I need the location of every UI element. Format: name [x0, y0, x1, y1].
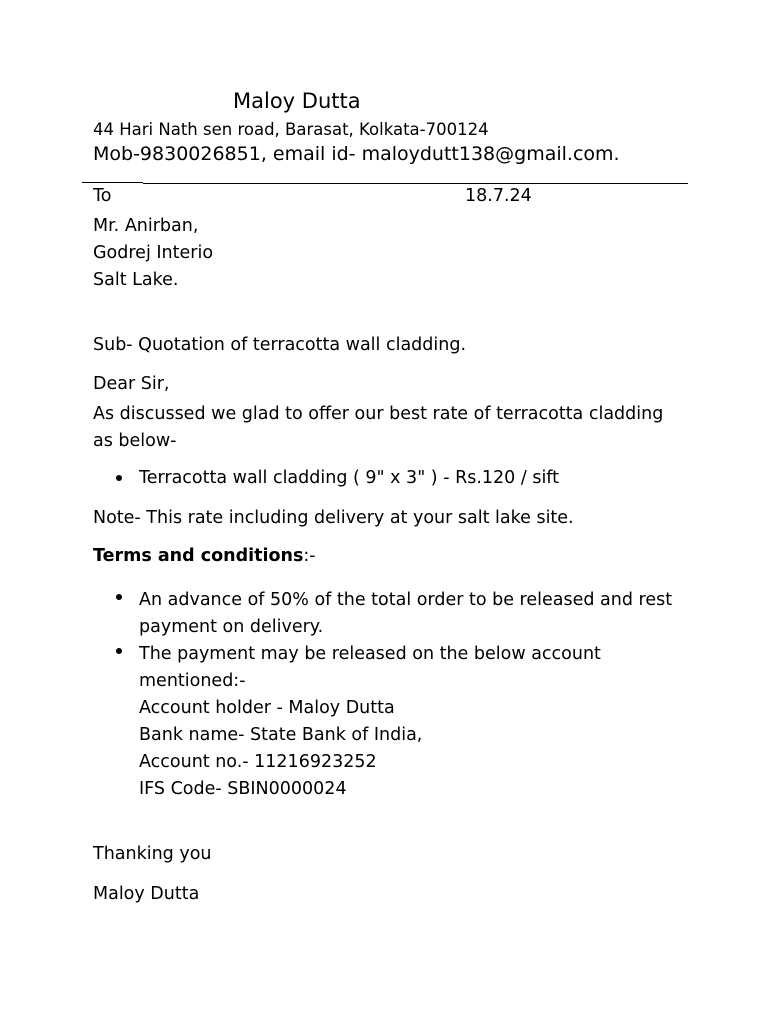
account-number: Account no.- 11216923252 — [139, 752, 377, 772]
letterhead-contact: Mob-9830026851, email id- maloydutt138@gmail.com. — [93, 143, 620, 165]
term-advance: An advance of 50% of the total order to be released and rest payment on delivery. — [139, 590, 673, 637]
letterhead-name: Maloy Dutta — [233, 89, 361, 113]
recipient-location: Salt Lake. — [93, 270, 179, 290]
subject-line: Sub- Quotation of terracotta wall cladding. — [93, 335, 467, 355]
recipient-name: Mr. Anirban, — [93, 216, 199, 236]
bullet-icon — [116, 475, 122, 481]
account-details — [139, 695, 422, 803]
salutation: Dear Sir, — [93, 374, 170, 394]
bullet-icon — [116, 594, 122, 600]
terms-heading-bold: Terms and conditions — [93, 546, 304, 566]
terms-heading-suffix: :- — [303, 546, 316, 566]
recipient-block — [93, 213, 213, 294]
bank-name: Bank name- State Bank of India, — [139, 725, 423, 745]
account-holder: Account holder - Maloy Dutta — [139, 698, 395, 718]
letterhead-address: 44 Hari Nath sen road, Barasat, Kolkata-700124 — [93, 120, 489, 139]
terms-heading — [93, 546, 316, 566]
to-label: To — [93, 186, 112, 206]
bullet-icon — [116, 648, 122, 654]
header-rule-short — [82, 182, 143, 183]
intro-paragraph: As discussed we glad to offer our best rate of terracotta cladding as below- — [93, 404, 664, 451]
closing-line: Thanking you — [93, 844, 212, 864]
header-rule-long — [143, 183, 688, 184]
signature-name: Maloy Dutta — [93, 884, 200, 904]
term-payment: The payment may be released on the below account mentioned:- — [139, 644, 601, 691]
ifs-code: IFS Code- SBIN0000024 — [139, 779, 347, 799]
offer-item: Terracotta wall cladding ( 9" x 3" ) - Rs.120 / sift — [139, 468, 560, 488]
letter-date: 18.7.24 — [465, 186, 532, 206]
recipient-company: Godrej Interio — [93, 243, 214, 263]
note-line: Note- This rate including delivery at your salt lake site. — [93, 508, 574, 528]
